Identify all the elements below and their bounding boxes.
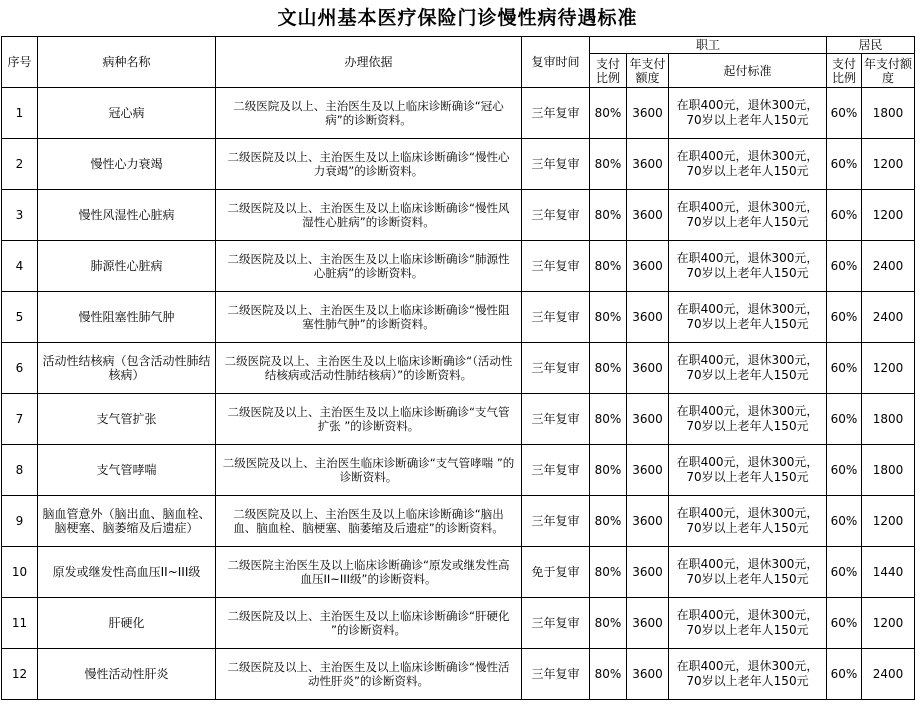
cell-res-annual: 1200 [862,190,915,241]
cell-emp-ratio: 80% [590,445,627,496]
table-row [2,190,915,241]
table-row [2,394,915,445]
table-row [2,241,915,292]
cell-basis: 二级医院及以上、主治医生及以上临床诊断确诊“冠心病”的诊断资料。 [216,88,522,139]
benefit-table [1,36,915,700]
page-title: 文山州基本医疗保险门诊慢性病待遇标准 [277,7,638,29]
cell-basis: 二级医院及以上、主治医生及以上临床诊断确诊“慢性风湿性心脏病”的诊断资料。 [216,190,522,241]
cell-res-ratio: 60% [827,496,862,547]
cell-basis: 二级医院及以上、主治医生及以上临床诊断确诊“支气管扩张 ”的诊断资料。 [216,394,522,445]
cell-basis: 二级医院及以上、主治医生及以上临床诊断确诊“肝硬化 ”的诊断资料。 [216,598,522,649]
cell-emp-annual: 3600 [627,190,669,241]
cell-res-annual: 1200 [862,139,915,190]
cell-disease: 脑血管意外（脑出血、脑血栓、脑梗塞、脑萎缩及后遗症） [38,496,216,547]
cell-res-annual: 2400 [862,241,915,292]
cell-emp-ratio: 80% [590,547,627,598]
cell-res-ratio: 60% [827,139,862,190]
header-employee-group: 职工 [590,37,827,54]
cell-review: 三年复审 [522,292,590,343]
cell-seq: 10 [2,547,38,598]
cell-basis: 二级医院及以上、主治医生及以上临床诊断确诊“慢性活动性肝炎”的诊断资料。 [216,649,522,700]
header-basis: 办理依据 [216,37,522,88]
cell-review: 三年复审 [522,598,590,649]
cell-review: 三年复审 [522,88,590,139]
cell-emp-ratio: 80% [590,139,627,190]
cell-review: 三年复审 [522,241,590,292]
header-emp-annual: 年支付额度 [627,54,669,88]
cell-res-annual: 1200 [862,598,915,649]
table-row [2,292,915,343]
cell-emp-threshold: 在职400元，退休300元，70岁以上老年人150元 [669,547,827,598]
cell-res-ratio: 60% [827,241,862,292]
cell-seq: 1 [2,88,38,139]
cell-emp-annual: 3600 [627,139,669,190]
cell-disease: 原发或继发性高血压II~III级 [38,547,216,598]
header-disease: 病种名称 [38,37,216,88]
cell-seq: 5 [2,292,38,343]
cell-res-ratio: 60% [827,547,862,598]
cell-review: 三年复审 [522,343,590,394]
cell-seq: 3 [2,190,38,241]
header-res-annual: 年支付额度 [862,54,915,88]
cell-basis: 二级医院及以上、主治医生及以上临床诊断确诊“脑出血、脑血栓、脑梗塞、脑萎缩及后遗症”的诊断资料。 [216,496,522,547]
cell-review: 免于复审 [522,547,590,598]
cell-emp-threshold: 在职400元，退休300元，70岁以上老年人150元 [669,496,827,547]
cell-emp-annual: 3600 [627,88,669,139]
cell-disease: 慢性阻塞性肺气肿 [38,292,216,343]
cell-res-ratio: 60% [827,292,862,343]
table-row [2,139,915,190]
cell-emp-threshold: 在职400元，退休300元，70岁以上老年人150元 [669,241,827,292]
cell-disease: 支气管哮喘 [38,445,216,496]
cell-emp-ratio: 80% [590,394,627,445]
cell-emp-annual: 3600 [627,292,669,343]
cell-basis: 二级医院及以上、主治医生临床诊断确诊“支气管哮喘 ”的诊断资料。 [216,445,522,496]
cell-disease: 慢性心力衰竭 [38,139,216,190]
cell-emp-ratio: 80% [590,343,627,394]
cell-res-ratio: 60% [827,190,862,241]
cell-disease: 冠心病 [38,88,216,139]
cell-emp-threshold: 在职400元，退休300元，70岁以上老年人150元 [669,292,827,343]
cell-emp-ratio: 80% [590,190,627,241]
cell-review: 三年复审 [522,445,590,496]
cell-res-annual: 2400 [862,292,915,343]
cell-emp-threshold: 在职400元，退休300元，70岁以上老年人150元 [669,445,827,496]
cell-emp-annual: 3600 [627,496,669,547]
table-row [2,496,915,547]
cell-disease: 慢性风湿性心脏病 [38,190,216,241]
cell-emp-threshold: 在职400元，退休300元，70岁以上老年人150元 [669,598,827,649]
header-emp-ratio: 支付比例 [590,54,627,88]
cell-emp-ratio: 80% [590,292,627,343]
table-row [2,343,915,394]
cell-disease: 慢性活动性肝炎 [38,649,216,700]
header-res-ratio: 支付比例 [827,54,862,88]
cell-emp-threshold: 在职400元，退休300元，70岁以上老年人150元 [669,88,827,139]
cell-seq: 2 [2,139,38,190]
cell-res-annual: 1200 [862,343,915,394]
cell-emp-ratio: 80% [590,88,627,139]
cell-disease: 支气管扩张 [38,394,216,445]
cell-emp-threshold: 在职400元，退休300元，70岁以上老年人150元 [669,190,827,241]
cell-emp-ratio: 80% [590,496,627,547]
cell-basis: 二级医院及以上、主治医生及以上临床诊断确诊“（活动性结核病或活动性肺结核病）”的诊断资料。 [216,343,522,394]
cell-seq: 6 [2,343,38,394]
cell-res-annual: 2400 [862,649,915,700]
table-row [2,88,915,139]
table-row [2,547,915,598]
cell-emp-ratio: 80% [590,598,627,649]
cell-emp-threshold: 在职400元，退休300元，70岁以上老年人150元 [669,649,827,700]
cell-res-annual: 1800 [862,445,915,496]
cell-review: 三年复审 [522,496,590,547]
cell-basis: 二级医院及以上、主治医生及以上临床诊断确诊“慢性阻塞性肺气肿”的诊断资料。 [216,292,522,343]
table-row [2,445,915,496]
cell-seq: 8 [2,445,38,496]
header-resident-group: 居民 [827,37,915,54]
cell-basis: 二级医院及以上、主治医生及以上临床诊断确诊“慢性心力衰竭”的诊断资料。 [216,139,522,190]
cell-res-annual: 1800 [862,88,915,139]
cell-disease: 活动性结核病（包含活动性肺结核病） [38,343,216,394]
cell-res-ratio: 60% [827,649,862,700]
cell-seq: 11 [2,598,38,649]
cell-disease: 肝硬化 [38,598,216,649]
cell-seq: 9 [2,496,38,547]
cell-review: 三年复审 [522,139,590,190]
cell-emp-annual: 3600 [627,394,669,445]
cell-emp-annual: 3600 [627,649,669,700]
cell-seq: 12 [2,649,38,700]
cell-res-ratio: 60% [827,343,862,394]
cell-res-ratio: 60% [827,394,862,445]
header-review: 复审时间 [522,37,590,88]
cell-review: 三年复审 [522,190,590,241]
cell-res-annual: 1440 [862,547,915,598]
cell-emp-annual: 3600 [627,547,669,598]
header-emp-threshold: 起付标准 [669,54,827,88]
cell-res-ratio: 60% [827,445,862,496]
cell-emp-annual: 3600 [627,445,669,496]
header-seq: 序号 [2,37,38,88]
cell-res-ratio: 60% [827,88,862,139]
cell-emp-threshold: 在职400元，退休300元，70岁以上老年人150元 [669,394,827,445]
cell-res-annual: 1800 [862,394,915,445]
cell-emp-threshold: 在职400元，退休300元，70岁以上老年人150元 [669,139,827,190]
table-row [2,598,915,649]
cell-review: 三年复审 [522,394,590,445]
cell-basis: 二级医院及以上、主治医生及以上临床诊断确诊“肺源性心脏病”的诊断资料。 [216,241,522,292]
cell-emp-ratio: 80% [590,649,627,700]
header-row [2,37,915,54]
cell-disease: 肺源性心脏病 [38,241,216,292]
cell-seq: 4 [2,241,38,292]
cell-emp-ratio: 80% [590,241,627,292]
cell-emp-annual: 3600 [627,343,669,394]
cell-basis: 二级医院主治医生及以上临床诊断确诊“原发或继发性高血压II~III级”的诊断资料。 [216,547,522,598]
cell-seq: 7 [2,394,38,445]
cell-emp-annual: 3600 [627,241,669,292]
cell-review: 三年复审 [522,649,590,700]
cell-emp-threshold: 在职400元，退休300元，70岁以上老年人150元 [669,343,827,394]
table-row [2,649,915,700]
cell-emp-annual: 3600 [627,598,669,649]
cell-res-annual: 1200 [862,496,915,547]
cell-res-ratio: 60% [827,598,862,649]
